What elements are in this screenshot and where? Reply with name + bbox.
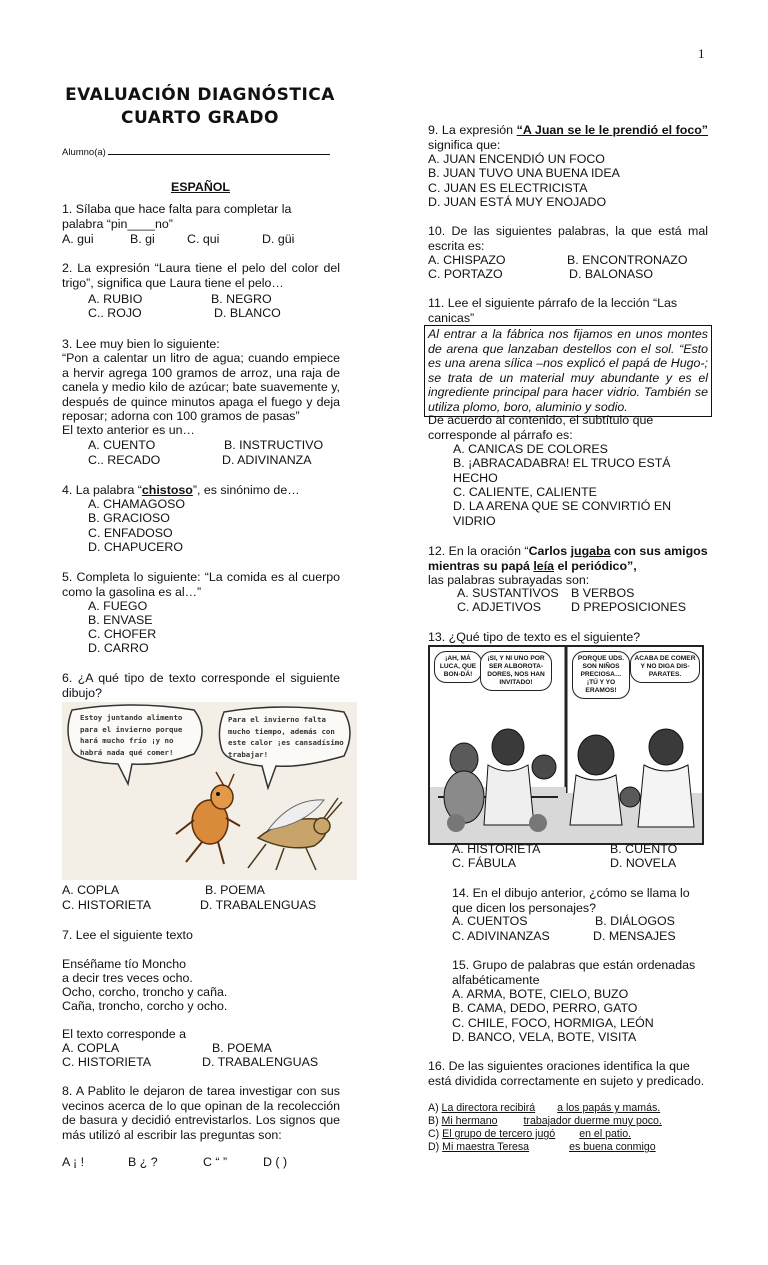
q7-option-a[interactable]: A. COPLA <box>62 1041 120 1055</box>
q10-option-d[interactable]: D. BALONASO <box>569 267 654 281</box>
q16-option-d-letter: D) <box>428 1141 443 1153</box>
q16-option-b-letter: B) <box>428 1115 442 1127</box>
q12-ask: las palabras subrayadas son: <box>428 573 590 587</box>
q8-option-d[interactable]: D ( ) <box>263 1155 288 1169</box>
q8-stem: 8. A Pablito le dejaron de tarea investigar con sus vecinos acerca de lo que opinan de la recolección de basura y decidió entrevistarlos. Los signos que más utilizó al escribir las preguntas son: <box>62 1084 340 1142</box>
q16-stem: 16. De las siguientes oraciones identifica la que está dividida correctamente en sujeto y predicado. <box>428 1059 705 1088</box>
q12-word-end: el periódico”, <box>554 558 637 573</box>
q5-stem: 5. Completa lo siguiente: “La comida es al cuerpo como la gasolina es al…” <box>62 570 340 599</box>
q8-option-c[interactable]: C “ ” <box>203 1155 228 1169</box>
q15-option-a[interactable]: A. ARMA, BOTE, CIELO, BUZO <box>452 987 629 1001</box>
q15-option-d[interactable]: D. BANCO, VELA, BOTE, VISITA <box>452 1030 637 1044</box>
q7-ask: El texto corresponde a <box>62 1027 186 1041</box>
title-line-2: CUARTO GRADO <box>121 108 279 128</box>
q14-option-d[interactable]: D. MENSAJES <box>593 929 676 943</box>
q1-option-c[interactable]: C. qui <box>187 232 220 246</box>
q13-option-d[interactable]: D. NOVELA <box>610 856 677 870</box>
q16-option-a[interactable] <box>428 1102 660 1115</box>
q6-option-d[interactable]: D. TRABALENGUAS <box>200 898 317 912</box>
q7-poem-line-1: Enséñame tío Moncho <box>62 957 186 971</box>
q13-stem: 13. ¿Qué tipo de texto es el siguiente? <box>428 630 641 644</box>
q11-option-d[interactable]: D. LA ARENA QUE SE CONVIRTIÓ EN VIDRIO <box>453 499 672 528</box>
q16-option-c-predicate: en el patio. <box>579 1128 632 1140</box>
q13-option-a[interactable]: A. HISTORIETA <box>452 842 541 856</box>
student-name-line[interactable] <box>108 154 330 155</box>
q7-option-c[interactable]: C. HISTORIETA <box>62 1055 152 1069</box>
q5-option-a[interactable]: A. FUEGO <box>88 599 148 613</box>
title-line-1: EVALUACIÓN DIAGNÓSTICA <box>65 85 335 105</box>
q3-option-a[interactable]: A. CUENTO <box>88 438 156 452</box>
q13-option-b[interactable]: B. CUENTO <box>610 842 678 856</box>
q11-option-a[interactable]: A. CANICAS DE COLORES <box>453 442 608 456</box>
q1-option-a[interactable]: A. gui <box>62 232 94 246</box>
q10-option-a[interactable]: A. CHISPAZO <box>428 253 506 267</box>
q16-option-c-letter: C) <box>428 1128 443 1140</box>
comic-bubble-1: ¡AH, MÁ LUCA, QUE BON-DÁ! <box>434 651 482 683</box>
q6-stem: 6. ¿A qué tipo de texto corresponde el siguiente dibujo? <box>62 671 340 700</box>
q12-word-mid: con sus amigos mientras su papá <box>428 544 708 573</box>
section-heading: ESPAÑOL <box>171 180 230 194</box>
q9-option-a[interactable]: A. JUAN ENCENDIÓ UN FOCO <box>428 152 605 166</box>
q11-option-b[interactable]: B. ¡ABRACADABRA! EL TRUCO ESTÁ HECHO <box>453 456 671 485</box>
q9-stem <box>428 123 708 152</box>
q16-option-a-subject: La directora recibirá <box>441 1102 536 1114</box>
q3-ask: El texto anterior es un… <box>62 423 195 437</box>
q16-option-a-predicate: a los papás y mamás. <box>557 1102 661 1114</box>
q7-poem-line-3: Ocho, corcho, troncho y caña. <box>62 985 228 999</box>
q15-option-c[interactable]: C. CHILE, FOCO, HORMIGA, LEÓN <box>452 1016 654 1030</box>
q4-stem-post: ”, es sinónimo de… <box>192 483 300 497</box>
q1-option-b[interactable]: B. gi <box>130 232 155 246</box>
cricket-speech-bubble: Para el invierno falta mucho tiempo, además con este calor ¡es cansadísimo trabajar! <box>228 715 344 759</box>
q2-option-a[interactable]: A. RUBIO <box>88 292 143 306</box>
q2-option-b[interactable]: B. NEGRO <box>211 292 272 306</box>
q13-option-c[interactable]: C. FÁBULA <box>452 856 517 870</box>
student-label: Alumno(a) <box>62 147 106 158</box>
q16-option-c-subject: El grupo de tercero jugó <box>442 1128 556 1140</box>
q3-intro: 3. Lee muy bien lo siguiente: <box>62 337 220 351</box>
q2-option-c[interactable]: C.. ROJO <box>88 306 142 320</box>
comic-bubble-3: PORQUE UDS. SON NIÑOS PRECIOSA… ¡TÚ Y YO ERAMOS! <box>572 651 630 699</box>
comic-bubble-4: ACABA DE COMER Y NO DIGA DIS-PARATES. <box>630 651 700 683</box>
q16-option-a-letter: A) <box>428 1102 442 1114</box>
q16-option-b-subject: Mi hermano <box>441 1115 498 1127</box>
q2-option-d[interactable]: D. BLANCO <box>214 306 281 320</box>
q6-option-c[interactable]: C. HISTORIETA <box>62 898 152 912</box>
q4-keyword: chistoso <box>141 483 193 497</box>
q16-option-d-subject: Mi maestra Teresa <box>442 1141 530 1153</box>
exam-title <box>60 84 340 130</box>
q10-option-b[interactable]: B. ENCONTRONAZO <box>567 253 688 267</box>
q16-option-b-predicate: trabajador duerme muy poco. <box>523 1115 662 1127</box>
q6-option-b[interactable]: B. POEMA <box>205 883 265 897</box>
q12-option-c[interactable]: C. ADJETIVOS <box>457 600 541 614</box>
q5-option-d[interactable]: D. CARRO <box>88 641 149 655</box>
q12-word-jugaba: jugaba <box>570 544 611 558</box>
q14-option-c[interactable]: C. ADIVINANZAS <box>452 929 550 943</box>
q7-poem-line-4: Caña, troncho, corcho y ocho. <box>62 999 228 1013</box>
comic-strip <box>428 645 704 845</box>
q1-stem: 1. Sílaba que hace falta para completar la palabra “pin____no” <box>62 202 292 231</box>
q7-option-b[interactable]: B. POEMA <box>212 1041 272 1055</box>
q11-ask: De acuerdo al contenido, el subtítulo que corresponde al párrafo es: <box>428 413 654 442</box>
q4-option-d[interactable]: D. CHAPUCERO <box>88 540 184 554</box>
q12-stem-pre: 12. En la oración “ <box>428 544 529 558</box>
q15-option-b[interactable]: B. CAMA, DEDO, PERRO, GATO <box>452 1001 638 1015</box>
q6-option-a[interactable]: A. COPLA <box>62 883 120 897</box>
q16-option-b[interactable] <box>428 1115 662 1128</box>
q9-option-b[interactable]: B. JUAN TUVO UNA BUENA IDEA <box>428 166 620 180</box>
q16-option-c[interactable] <box>428 1128 631 1141</box>
q8-option-b[interactable]: B ¿ ? <box>128 1155 158 1169</box>
q12-stem <box>428 544 710 573</box>
ant-cricket-illustration <box>62 702 357 880</box>
q3-text: “Pon a calentar un litro de agua; cuando empiece a hervir agrega 100 gramos de arroz, una raja de canela y medio kilo de azúcar; bate suavemente y, después de quince minutos apaga el fuego y deja reposar; adorna con 100 gramos de pasas” <box>62 351 340 424</box>
page-number: 1 <box>698 46 705 61</box>
q4-stem <box>62 483 300 498</box>
q12-option-b[interactable]: B VERBOS <box>571 586 635 600</box>
q14-stem: 14. En el dibujo anterior, ¿cómo se llama lo que dicen los personajes? <box>452 886 690 915</box>
q10-option-c[interactable]: C. PORTAZO <box>428 267 503 281</box>
q3-option-c[interactable]: C.. RECADO <box>88 453 161 467</box>
q4-option-b[interactable]: B. GRACIOSO <box>88 511 170 525</box>
q7-option-d[interactable]: D. TRABALENGUAS <box>202 1055 319 1069</box>
comic-bubble-2: ¡SI, Y NI UNO POR SER ALBOROTA-DORES, NOS HAN INVITADO! <box>480 651 552 691</box>
q12-word-leia: leía <box>533 558 555 573</box>
q5-option-b[interactable]: B. ENVASE <box>88 613 153 627</box>
q3-option-d[interactable]: D. ADIVINANZA <box>222 453 312 467</box>
q1-option-d[interactable]: D. güi <box>262 232 295 246</box>
q12-word-carlos: Carlos <box>528 544 571 558</box>
q14-option-a[interactable]: A. CUENTOS <box>452 914 528 928</box>
q11-option-c[interactable]: C. CALIENTE, CALIENTE <box>453 485 597 499</box>
q16-option-d[interactable] <box>428 1141 656 1154</box>
q2-stem: 2. La expresión “Laura tiene el pelo del color del trigo”, significa que Laura tiene el pelo… <box>62 261 340 290</box>
q9-stem-pre: 9. La expresión <box>428 123 517 137</box>
q9-stem-post: significa que: <box>428 137 501 152</box>
q5-option-c[interactable]: C. CHOFER <box>88 627 157 641</box>
q9-option-d[interactable]: D. JUAN ESTÁ MUY ENOJADO <box>428 195 607 209</box>
q4-option-c[interactable]: C. ENFADOSO <box>88 526 173 540</box>
q10-stem: 10. De las siguientes palabras, la que está mal escrita es: <box>428 224 708 253</box>
q9-option-c[interactable]: C. JUAN ES ELECTRICISTA <box>428 181 588 195</box>
q8-option-a[interactable]: A ¡ ! <box>62 1155 85 1169</box>
student-name-field[interactable] <box>62 147 330 158</box>
q4-option-a[interactable]: A. CHAMAGOSO <box>88 497 186 511</box>
q16-option-d-predicate: es buena conmigo <box>569 1141 656 1153</box>
q3-option-b[interactable]: B. INSTRUCTIVO <box>224 438 324 452</box>
q4-stem-pre: 4. La palabra “ <box>62 483 142 497</box>
q11-passage-box: Al entrar a la fábrica nos fijamos en unos montes de arena que lanzaban destellos con el sol. “Esto es una arena sílica –nos explicó el papá de Hugo-; se trata de un material muy abundante y es el ingrediente principal para hacer vidrio. También se utiliza plomo, boro, aluminio y sodio. <box>424 325 712 417</box>
q9-quote: “A Juan se le le prendió el foco” <box>516 123 708 137</box>
ant-speech-bubble: Estoy juntando alimento para el invierno porque hará mucho frío ¡y no habrá nada qué comer! <box>80 713 183 757</box>
q15-stem: 15. Grupo de palabras que están ordenadas alfabéticamente <box>452 958 696 987</box>
q11-stem: 11. Lee el siguiente párrafo de la lección “Las canicas” <box>428 296 678 325</box>
q7-poem-line-2: a decir tres veces ocho. <box>62 971 193 985</box>
q14-option-b[interactable]: B. DIÁLOGOS <box>595 914 675 928</box>
q12-option-d[interactable]: D PREPOSICIONES <box>571 600 686 614</box>
q7-stem: 7. Lee el siguiente texto <box>62 928 193 942</box>
q12-option-a[interactable]: A. SUSTANTIVOS <box>457 586 559 600</box>
